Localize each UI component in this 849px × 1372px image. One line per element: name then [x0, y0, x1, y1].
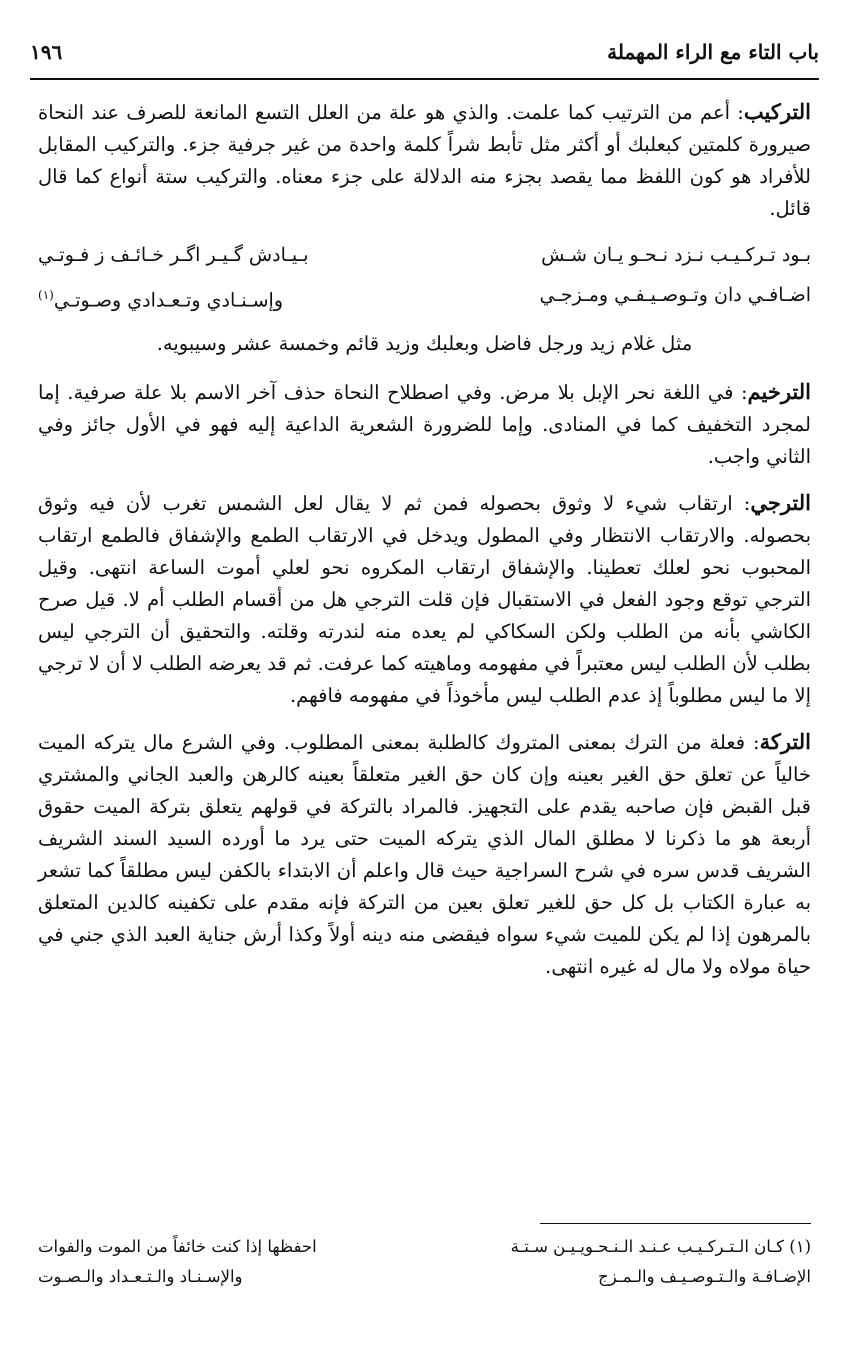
poem-hemistich: بـود تـركـيـب نـزد نـحـو يـان شـش — [541, 244, 811, 266]
footnote-line: احفظها إذا كنت خائفاً من الموت والفوات — [38, 1237, 317, 1256]
footnote-line: والإسـنـاد والـتـعـداد والـصـوت — [38, 1267, 243, 1286]
header-rule — [30, 78, 819, 80]
footnotes — [38, 1232, 811, 1292]
footnote-reference[interactable]: (١) — [38, 288, 54, 302]
entry-term: الترجي — [750, 490, 811, 516]
running-header — [30, 32, 819, 72]
entry-tarajji — [38, 487, 811, 712]
example-line: مثل غلام زيد ورجل فاضل وبعلبك وزيد قائم وخمسة عشر وسيبويه. — [156, 332, 693, 356]
section-title: باب التاء مع الراء المهملة — [607, 40, 819, 64]
entry-text: : ارتقاب شيء لا وثوق بحصوله فمن ثم لا يقال لعل الشمس تغرب لأن فيه وثوق بحصوله. والارتقاب الانتظار وفي المطول ويدخل في الارتقاب الطمع والإشفاق فالطمع ارتقاب المحبوب نحو لعلك تعطينا. والإشفاق ارتقاب المكروه نحو لعلي أموت الساعة انتهى. وقيل الترجي توقع وجود الفعل في الاستقبال فإن قلت الترجي هل من أقسام الطلب أم لا. قيل صرح الكاشي بأنه من الطلب ولكن السكاكي لم يعده منه لندرته وقلته. والتحقيق أن الترجي ليس بطلب لأن الطلب ليس معتبراً في مفهومه وماهيته كما عرفت. ثم قد يعرضه الطلب لا أن لا ترجي إلا ما ليس مطلوباً إذ عدم الطلب ليس مأخوذاً في مفهومه فافهم. — [37, 492, 811, 708]
footnote-rule — [540, 1223, 811, 1224]
entry-text: : فعلة من الترك بمعنى المتروك كالطلبة بمعنى المطلوب. وفي الشرع مال يتركه الميت خالياً عن تعلق حق الغير بعينه وإن كان حق الغير متعلقاً بعينه كالرهن والعبد الجاني والمشتري قبل القبض فإن صاحبه يقدم على التجهيز. فالمراد بالتركة في قولهم يتعلق بتركة الميت حقوق أربعة هو ما ذكرنا لا مطلق المال الذي يتركه الميت حتى يرد ما أورده السيد السند الشريف الشريف قدس سره في شرح السراجية حيث قال واعلم أن الابتداء بالكفن ليس مطلقاً كما تشعر به عبارة الكتاب بل كل حق للغير تعلق بعين من التركة فإنه مقدم على تكفينه كالدين المتعلق بالمرهون إذا لم يكن للميت شيء سواه فيقضى منه دينه أولاً وكذا أرش جناية العبد الذي جني في حياة مولاه ولا مال له غيره انتهى. — [38, 731, 811, 979]
footnote-verses — [38, 1232, 811, 1292]
entry-term: الترخيم — [747, 379, 811, 405]
footnote-line: (١) كـان الـتـركـيـب عـنـد الـنـحـويـيـن سـتـة — [510, 1237, 811, 1256]
poem-hemistich: بـيـادش گـيـر اگـر خـائـف ز فـوتـي — [38, 244, 309, 266]
entry-text: : أعم من الترتيب كما علمت. والذي هو علة من العلل التسع المانعة للصرف عند النحاة صيرورة كلمتين كبعلبك أو أكثر مثل تأبط شراً كلمة واحدة من غير جرفية جزء. والتركيب المقابل للأفراد هو كون اللفظ مما يقصد بجزء منه الدلالة على جزء معناه. والتركيب ستة أنواع كما قال قائل. — [38, 101, 811, 220]
footnote-line: الإضـافـة والـتـوصـيـف والـمـزج — [598, 1267, 811, 1286]
entry-tarika — [38, 726, 811, 983]
poem-hemistich-text: وإسـنـادي وتـعـدادي وصـوتـي — [53, 289, 283, 312]
entry-term: التركيب — [743, 99, 811, 124]
page-number: ١٩٦ — [30, 40, 63, 64]
entry-tarkhim — [38, 376, 811, 473]
entry-term: التركة — [759, 729, 811, 755]
poem-verses — [38, 239, 811, 316]
poem-hemistich — [38, 279, 405, 316]
entry-tarkib — [38, 96, 811, 225]
entry-text: : في اللغة نحر الإبل بلا مرض. وفي اصطلاح النحاة حذف آخر الاسم بلا علة صرفية. إما لمجرد التخفيف كما في المنادى. وإما للضرورة الشعرية الداعية إليه فهو في الأول جائز وفي الثاني واجب. — [38, 381, 811, 469]
poem-hemistich: اضـافـي دان وتـوصـيـفـي ومـزجـي — [539, 284, 811, 306]
page-body — [38, 96, 811, 997]
